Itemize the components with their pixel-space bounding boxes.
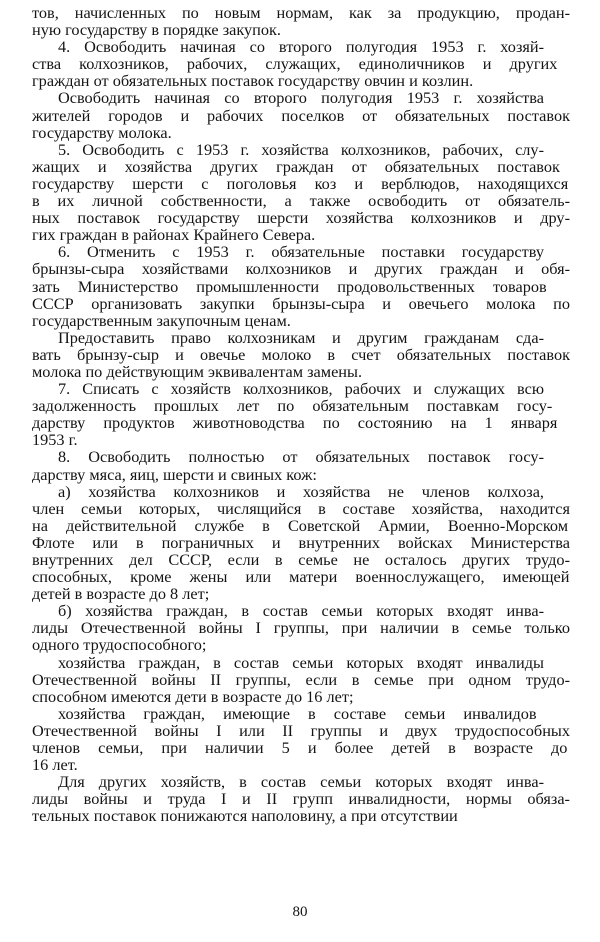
text-line: внутренних дел СССР, если в семье не осталось других трудо- (32, 550, 570, 569)
text-line: 7. Списать с хозяйств колхозников, рабочих и служащих всю (58, 379, 544, 399)
body-text (32, 4, 570, 825)
paragraph (32, 4, 570, 38)
text-line: б) хозяйства граждан, в состав семьи которых входят инва- (58, 601, 544, 621)
text-line: член семьи которых, числящийся в составе хозяйства, находится (32, 498, 570, 518)
text-line: хозяйства граждан, имеющие в составе семьи инвалидов (58, 703, 537, 723)
text-line: лиды Отечественной войны I группы, при наличии в семье только (32, 618, 570, 638)
text-line: членов семьи, при наличии 5 и более детей в возрасте до (32, 738, 568, 758)
text-line: а) хозяйства колхозников и хозяйства не членов колхоза, (58, 481, 544, 501)
text-line: дарству продуктов животноводства по состоянию на 1 января (32, 413, 558, 433)
text-line: способном имеются дети в возрасте до 16 лет; (32, 686, 354, 706)
text-line: брынзы-сыра хозяйствами колхозников и других граждан и обя- (32, 259, 570, 279)
text-line: жащих и хозяйства других граждан от обязательных поставок (32, 156, 560, 176)
paragraph (32, 380, 570, 448)
text-line: СССР организовать закупки брынзы-сыра и овечьего молока по (32, 293, 570, 313)
text-line: Освободить начиная со второго полугодия 1953 г. хозяйства (58, 88, 544, 108)
text-line: государственным закупочным ценам. (32, 310, 291, 330)
paragraph (32, 483, 570, 603)
text-line: 4. Освободить начиная со второго полугодия 1953 г. хозяй- (58, 37, 544, 57)
paragraph (32, 89, 570, 140)
text-line: государству шерсти с поголовья коз и верблюдов, находящихся (32, 173, 569, 193)
text-line: 16 лет. (32, 755, 78, 775)
text-line: вать брынзу-сыр и овечье молоко в счет обязательных поставок (32, 344, 570, 364)
paragraph (32, 773, 570, 824)
paragraph (32, 243, 570, 328)
text-line: 6. Отменить с 1953 г. обязательные поставки государству (58, 242, 544, 262)
text-line: тов, начисленных по новым нормам, как за продукцию, продан- (32, 3, 570, 22)
text-line: ную государству в порядке закупок. (32, 20, 282, 40)
text-line: жителей городов и рабочих поселков от обязательных поставок (32, 105, 570, 125)
page-number: 80 (292, 904, 308, 920)
text-line: лиды войны и труда I и II групп инвалидности, нормы обяза- (32, 789, 570, 809)
text-line: в их личной собственности, а также освободить от обязатель- (32, 191, 570, 211)
text-line: тельных поставок понижаются наполовину, а при отсутствии (32, 806, 458, 826)
paragraph (32, 141, 570, 244)
text-line: на действительной службе в Советской Армии, Военно-Морском (32, 515, 569, 535)
text-line: Флоте или в пограничных и внутренних войсках Министерства (32, 532, 570, 552)
text-line: 1953 г. (32, 430, 78, 450)
text-line: способных, кроме жены или матери военнослужащего, имеющей (32, 567, 570, 587)
text-line: ства колхозников, рабочих, служащих, единоличников и других (32, 54, 558, 74)
text-line: одного трудоспособного; (32, 635, 207, 655)
paragraph (32, 705, 570, 773)
text-line: 5. Освободить с 1953 г. хозяйства колхозников, рабочих, слу- (58, 139, 544, 159)
text-line: ных поставок государству шерсти хозяйства колхозников и дру- (32, 208, 570, 228)
text-line: зать Министерство промышленности продовольственных товаров (32, 276, 547, 296)
text-line: государству молока. (32, 122, 172, 142)
text-line: 8. Освободить полностью от обязательных поставок госу- (58, 447, 544, 467)
text-line: молока по действующим эквивалентам замены. (32, 361, 363, 381)
text-line: Отечественной войны I или II группы и двух трудоспособных (32, 720, 570, 740)
paragraph (32, 602, 570, 653)
paragraph (32, 329, 570, 380)
text-line: граждан от обязательных поставок государству овчин и козлин. (32, 71, 474, 91)
text-line: дарству мяса, яиц, шерсти и свиных кож: (32, 464, 317, 484)
text-line: гих граждан в районах Крайнего Севера. (32, 225, 316, 245)
text-line: хозяйства граждан, в состав семьи которых входят инвалиды (58, 652, 544, 672)
text-line: Для других хозяйств, в состав семьи которых входят инва- (58, 772, 544, 792)
paragraph (32, 448, 570, 482)
paragraph (32, 654, 570, 705)
paragraph (32, 38, 570, 89)
text-line: Предоставить право колхозникам и другим гражданам сда- (58, 327, 544, 347)
text-line: Отечественной войны II группы, если в семье при одном трудо- (32, 669, 571, 689)
text-line: задолженность прошлых лет по обязательным поставкам госу- (32, 396, 553, 416)
text-line: детей в возрасте до 8 лет; (32, 584, 210, 604)
